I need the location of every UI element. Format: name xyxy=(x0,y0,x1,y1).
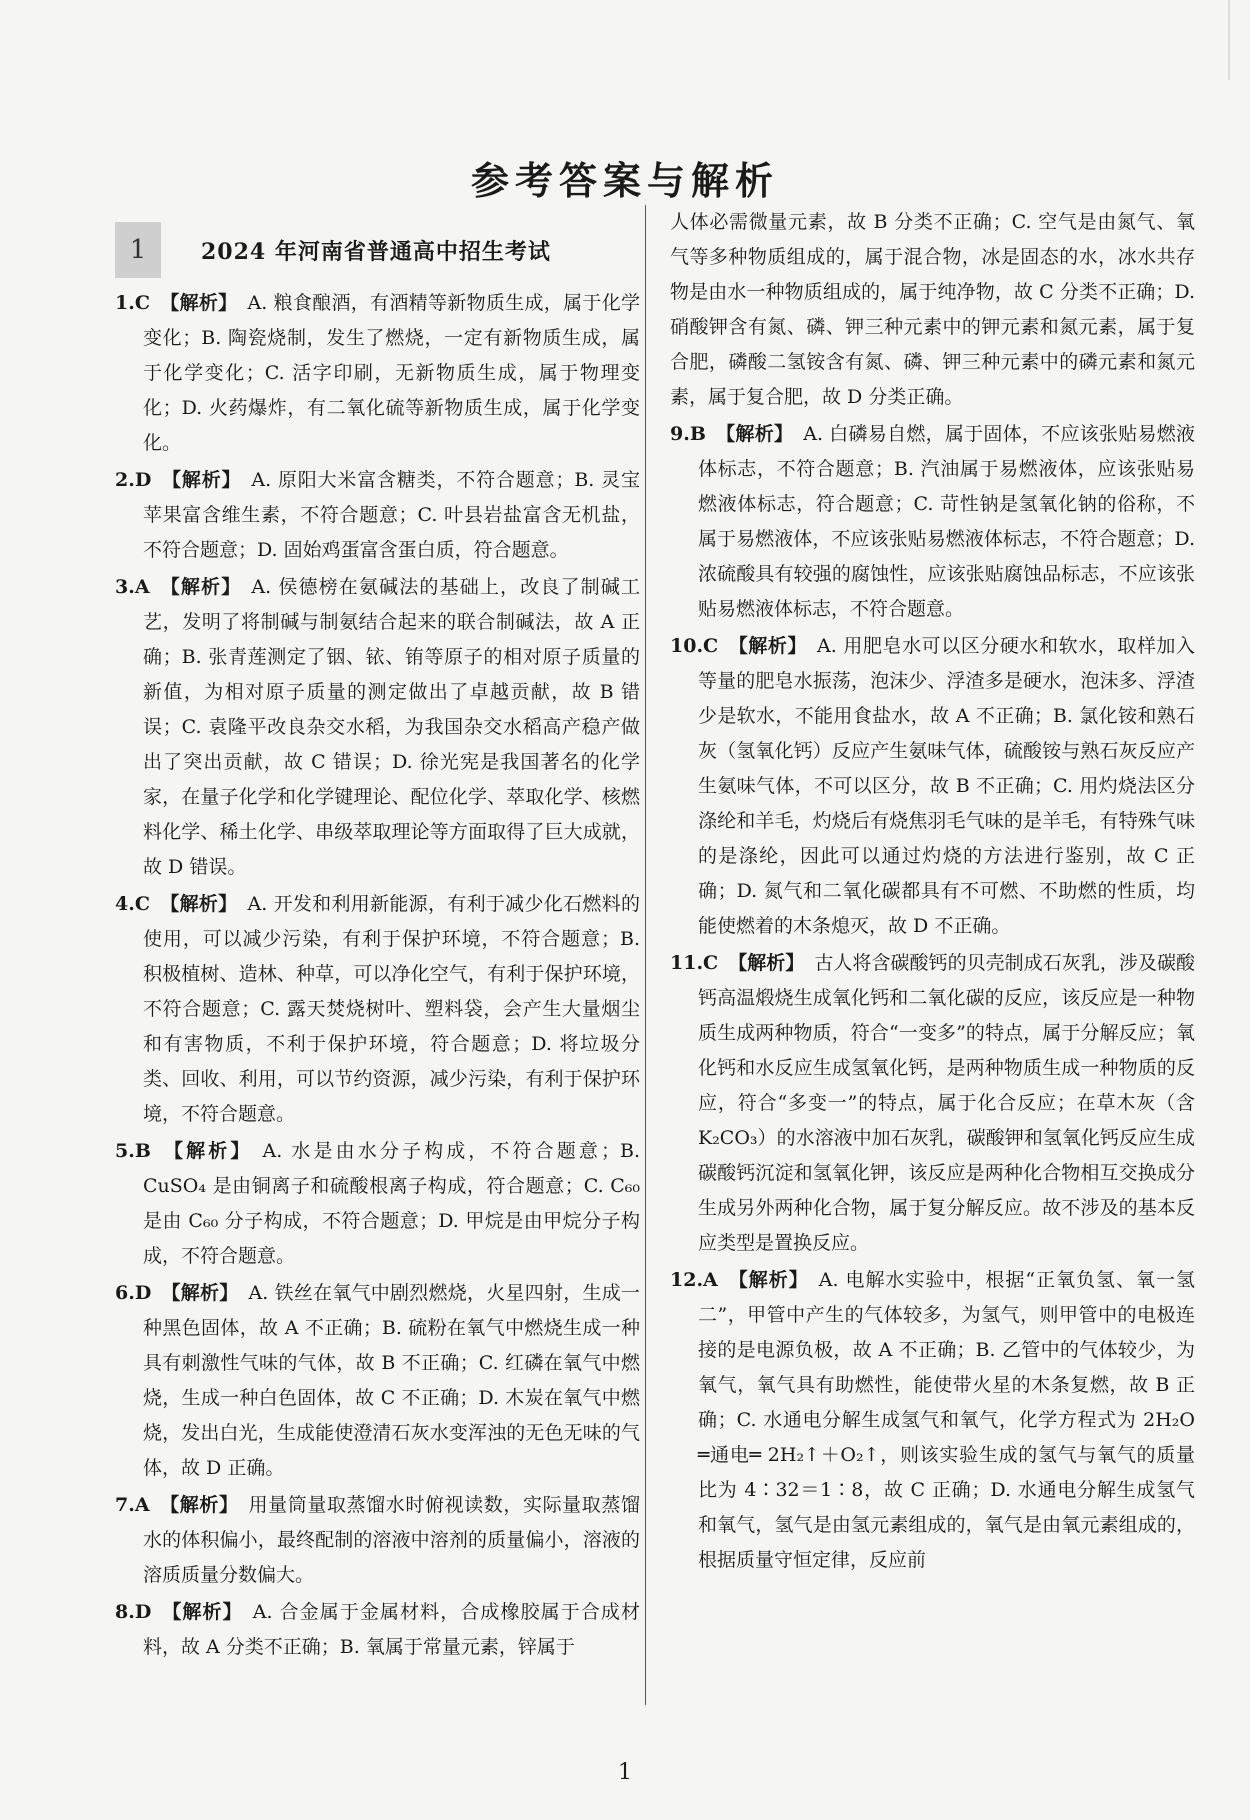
page-number: 1 xyxy=(618,1760,632,1785)
section-header xyxy=(115,222,640,278)
right-answer-list xyxy=(670,417,1195,1578)
section-title: 2024 年河南省普通高中招生考试 xyxy=(201,238,551,265)
right-column xyxy=(670,205,1195,1580)
analysis-text: 古人将含碳酸钙的贝壳制成石灰乳，涉及碳酸钙高温煅烧生成氧化钙和二氧化碳的反应，该反应是一种物质生成两种物质，符合“一变多”的特点，属于分解反应；氧化钙和水反应生成氢氧化钙，是两种物质生成一种物质的反应，符合“多变一”的特点，属于化合反应；在草木灰（含 K₂CO₃）的水溶液中加石灰乳，碳酸钾和氢氧化钙反应生成碳酸钙沉淀和氢氧化钾，该反应是两种化合物相互交换成分生成另外两种化合物，属于复分解反应。故不涉及的基本反应类型是置换反应。 xyxy=(698,952,1195,1254)
analysis-text: A. 水是由水分子构成，不符合题意；B. CuSO₄ 是由铜离子和硫酸根离子构成，符合题意；C. C₆₀ 是由 C₆₀ 分子构成，不符合题意；D. 甲烷是由甲烷分子构成，不符合题意。 xyxy=(143,1140,640,1267)
left-column xyxy=(115,222,640,1667)
analysis-tag: 【解析】 xyxy=(159,1494,239,1516)
answer-item xyxy=(670,417,1195,627)
analysis-text: A. 原阳大米富含糖类，不符合题意；B. 灵宝苹果富含维生素，不符合题意；C. 叶县岩盐富含无机盐，不符合题意；D. 固始鸡蛋富含蛋白质，符合题意。 xyxy=(143,469,640,561)
answer-item xyxy=(115,463,640,568)
analysis-text: A. 用肥皂水可以区分硬水和软水，取样加入等量的肥皂水振荡，泡沫少、浮渣多是硬水，泡沫多、浮渣少是软水，不能用食盐水，故 A 不正确；B. 氯化铵和熟石灰（氢氧化钙）反应产生氨味气体，硫酸铵与熟石灰反应产生氨味气体，不可以区分，故 B 不正确；C. 用灼烧法区分涤纶和羊毛，灼烧后有烧焦羽毛气味的是羊毛，有特殊气味的是涤纶，因此可以通过灼烧的方法进行鉴别，故 C 正确；D. 氮气和二氧化碳都具有不可燃、不助燃的性质，均能使燃着的木条熄灭，故 D 不正确。 xyxy=(698,635,1195,937)
answer-item xyxy=(670,629,1195,944)
question-number: 3.A xyxy=(115,576,150,598)
question-number: 11.C xyxy=(670,952,719,974)
analysis-text: A. 开发和利用新能源，有利于减少化石燃料的使用，可以减少污染，有利于保护环境，不符合题意；B. 积极植树、造林、种草，可以净化空气，有利于保护环境，不符合题意；C. 露天焚烧树叶、塑料袋，会产生大量烟尘和有害物质，不利于保护环境，符合题意；D. 将垃圾分类、回收、利用，可以节约资源，减少污染，有利于保护环境，不符合题意。 xyxy=(143,893,640,1125)
scan-edge xyxy=(1228,0,1230,80)
analysis-text: A. 粮食酿酒，有酒精等新物质生成，属于化学变化；B. 陶瓷烧制，发生了燃烧，一定有新物质生成，属于化学变化；C. 活字印刷，无新物质生成，属于物理变化；D. 火药爆炸，有二氧化硫等新物质生成，属于化学变化。 xyxy=(143,292,640,454)
page-title: 参考答案与解析 xyxy=(470,158,779,203)
answer-item xyxy=(115,1276,640,1486)
analysis-tag: 【解析】 xyxy=(159,893,238,915)
question-number: 7.A xyxy=(115,1494,150,1516)
analysis-text: A. 白磷易自燃，属于固体，不应该张贴易燃液体标志，不符合题意；B. 汽油属于易燃液体，应该张贴易燃液体标志，符合题意；C. 苛性钠是氢氧化钠的俗称，不属于易燃液体，不应该张贴易燃液体标志，不符合题意；D. 浓硫酸具有较强的腐蚀性，应该张贴腐蚀品标志，不应该张贴易燃液体标志，不符合题意。 xyxy=(698,423,1195,620)
question-number: 10.C xyxy=(670,635,719,657)
analysis-text: A. 侯德榜在氨碱法的基础上，改良了制碱工艺，发明了将制碱与制氨结合起来的联合制碱法，故 A 正确；B. 张青莲测定了铟、铱、铕等原子的相对原子质量的新值，为相对原子质量的测定做出了卓越贡献，故 B 错误；C. 袁隆平改良杂交水稻，为我国杂交水稻高产稳产做出了突出贡献，故 C 错误；D. 徐光宪是我国著名的化学家，在量子化学和化学键理论、配位化学、萃取化学、核燃料化学、稀土化学、串级萃取理论等方面取得了巨大成就，故 D 错误。 xyxy=(143,576,640,878)
question-number: 12.A xyxy=(670,1269,718,1291)
question-number: 5.B xyxy=(115,1140,151,1162)
question-number: 6.D xyxy=(115,1282,152,1304)
section-number: 1 xyxy=(115,222,161,278)
analysis-tag: 【解析】 xyxy=(728,635,808,657)
analysis-text: A. 合金属于金属材料，合成橡胶属于合成材料，故 A 分类不正确；B. 氧属于常量元素，锌属于 xyxy=(143,1601,640,1658)
question-number: 4.C xyxy=(115,893,150,915)
question-number: 9.B xyxy=(670,423,706,445)
answer-item xyxy=(115,1595,640,1665)
answer-item xyxy=(115,887,640,1132)
analysis-tag: 【解析】 xyxy=(715,423,794,445)
analysis-tag: 【解析】 xyxy=(728,952,805,974)
answer-item xyxy=(670,946,1195,1261)
analysis-tag: 【解析】 xyxy=(160,1140,253,1162)
analysis-text: A. 铁丝在氧气中剧烈燃烧，火星四射，生成一种黑色固体，故 A 不正确；B. 硫粉在氧气中燃烧生成一种具有刺激性气味的气体，故 B 不正确；C. 红磷在氧气中燃烧，生成一种白色固体，故 C 不正确；D. 木炭在氧气中燃烧，发出白光，生成能使澄清石灰水变浑浊的无色无味的气体，故 D 正确。 xyxy=(143,1282,640,1479)
analysis-tag: 【解析】 xyxy=(159,576,242,598)
question-number: 8.D xyxy=(115,1601,152,1623)
answer-item xyxy=(670,1263,1195,1578)
column-divider xyxy=(645,205,646,1705)
answer-item xyxy=(115,1488,640,1593)
question-number: 1.C xyxy=(115,292,150,314)
analysis-tag: 【解析】 xyxy=(161,1282,239,1304)
question-number: 2.D xyxy=(115,469,152,491)
answer-item xyxy=(115,570,640,885)
answer-item xyxy=(115,1134,640,1274)
analysis-tag: 【解析】 xyxy=(159,292,238,314)
left-answer-list xyxy=(115,286,640,1665)
analysis-text: A. 电解水实验中，根据“正氧负氢、氧一氢二”，甲管中产生的气体较多，为氢气，则甲管中的电极连接的是电源负极，故 A 不正确；B. 乙管中的气体较少，为氧气，氧气具有助燃性，能使带火星的木条复燃，故 B 正确；C. 水通电分解生成氢气和氧气，化学方程式为 2H₂O ═通电═ 2H₂↑＋O₂↑，则该实验生成的氢气与氧气的质量比为 4∶32＝1∶8，故 C 正确；D. 水通电分解生成氢气和氧气，氢气是由氢元素组成的，氧气是由氧元素组成的，根据质量守恒定律，反应前 xyxy=(698,1269,1195,1571)
continued-answer: 人体必需微量元素，故 B 分类不正确；C. 空气是由氮气、氧气等多种物质组成的，属于混合物，冰是固态的水，冰水共存物是由水一种物质组成的，属于纯净物，故 C 分类不正确；D. 硝酸钾含有氮、磷、钾三种元素中的钾元素和氮元素，属于复合肥，磷酸二氢铵含有氮、磷、钾三种元素中的磷元素和氮元素，属于复合肥，故 D 分类正确。 xyxy=(670,211,1195,408)
analysis-tag: 【解析】 xyxy=(161,1601,243,1623)
analysis-tag: 【解析】 xyxy=(727,1269,809,1291)
answer-item xyxy=(115,286,640,461)
analysis-tag: 【解析】 xyxy=(161,469,242,491)
analysis-text: 用量筒量取蒸馏水时俯视读数，实际量取蒸馏水的体积偏小，最终配制的溶液中溶剂的质量偏小，溶液的溶质质量分数偏大。 xyxy=(143,1494,640,1586)
